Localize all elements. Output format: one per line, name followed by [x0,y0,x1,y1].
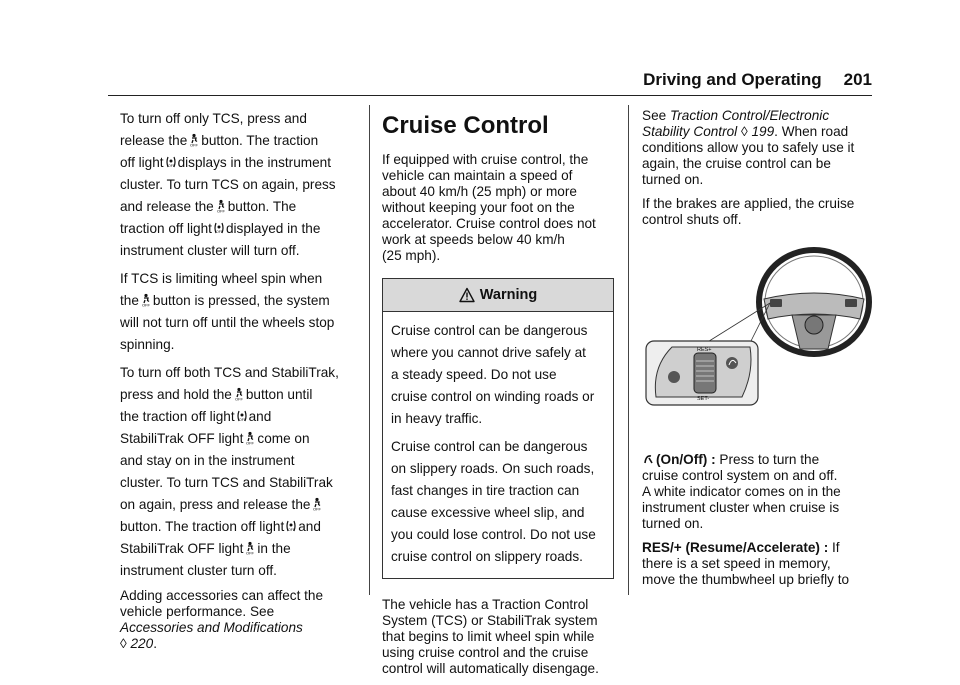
warning-paragraph-2: Cruise control can be dangerous on slippery roads. On such roads, fast changes in tire traction can cause excessive wheel slip, and you could lose control. Do not use cruise control on slippery roads. [391,439,596,564]
warning-box [382,278,614,579]
tcs-button-icon [141,293,151,307]
paragraph-tcs-cruise: The vehicle has a Traction Control System (TCS) or StabiliTrak system that begins to limit wheel spin while using cruise control and the cruise control will automatically disengage. [382,597,599,676]
warning-title: Warning [479,287,538,303]
onoff-label: (On/Off) : [656,452,716,467]
svg-text:OFF: OFF [288,528,296,532]
traction-off-light-icon [286,519,296,533]
paragraph-brakes: If the brakes are applied, the cruise control shuts off. [642,196,855,227]
svg-text:OFF: OFF [234,396,243,401]
page-ref-220[interactable]: 220 [130,636,154,651]
resume-label: RES/+ (Resume/Accelerate) : [642,540,829,555]
stabilitrak-off-light-icon [245,541,255,555]
paragraph-onoff: (On/Off) : Press to turn the cruise control system on and off. A white indicator comes on in the instrument cluster when cruise is turned on. [642,452,841,531]
tcs-button-icon [234,387,244,401]
cruise-control-icon [644,452,654,466]
svg-text:OFF: OFF [246,550,255,555]
tcs-button-icon [216,199,226,213]
reference-accessories[interactable]: Accessories and Modifications [120,620,303,635]
warning-header [383,279,613,312]
cruise-onoff-button-icon [726,357,738,369]
cancel-button-icon [668,371,680,383]
traction-off-light-icon [214,221,224,235]
column-2 [382,108,614,685]
paragraph-tcs-off: To turn off only TCS, press and release the OFF button. The traction off light OFF displays in the instrument cluster. To turn TCS on again, press and release the OFF button. The traction off light OFF displayed in the instrument cluster will turn off. [120,111,336,258]
paragraph-see-traction: See Traction Control/Electronic Stability Control ◊ 199. When road conditions allow you to safely use it again, the cruise control can be turned on. [642,108,855,187]
tcs-button-icon [189,133,199,147]
tcs-button-icon [312,497,322,511]
steering-wheel-illustration [759,250,869,354]
svg-text:OFF: OFF [190,142,199,147]
header-rule [108,95,872,96]
warning-triangle-icon [459,287,475,303]
svg-text:OFF: OFF [141,302,150,307]
page-header [643,70,872,90]
steering-wheel-figure [642,247,874,407]
svg-text:OFF: OFF [313,506,322,511]
page-ref-arrow-icon: ◊ [740,124,748,139]
paragraph-accessories: Adding accessories can affect the vehicle performance. See Accessories and Modifications ◊ 220. [120,588,324,651]
svg-text:OFF: OFF [246,440,255,445]
section-heading: Cruise Control [382,112,549,139]
column-1 [120,108,362,660]
reference-stability-control[interactable]: Stability Control [642,124,738,139]
column-divider-2 [628,105,629,595]
page-ref-arrow-icon: ◊ [120,636,127,651]
svg-text:OFF: OFF [167,164,175,168]
svg-text:OFF: OFF [216,208,225,213]
svg-text:OFF: OFF [238,418,246,422]
reference-traction-control[interactable]: Traction Control/Electronic [669,108,830,123]
paragraph-tcs-limiting: If TCS is limiting wheel spin when the OFF button is pressed, the system will not turn off until the wheels stop spinning. [120,271,335,352]
column-3 [642,108,876,236]
paragraph-stabilitrak: To turn off both TCS and StabiliTrak, press and hold the OFF button until the traction off light OFF and StabiliTrak OFF light OFF come on and stay on in the instrument cluster. To turn TCS and StabiliTrak on again, press and release the OFF button. The traction off light OFF and StabiliTrak OFF light OFF in the instrument cluster turn off. [120,365,339,578]
page-ref-199[interactable]: 199 [751,124,775,139]
warning-paragraph-1: Cruise control can be dangerous where you cannot drive safely at a steady speed. Do not use cruise control on winding roads or in heavy traffic. [391,323,595,426]
warning-body [383,312,613,578]
stabilitrak-off-light-icon [245,431,255,445]
page-number: 201 [843,70,872,89]
column-3-lower [642,452,876,596]
set-label: SET- [697,396,710,402]
section-title: Driving and Operating [643,70,822,89]
paragraph-intro: If equipped with cruise control, the vehicle can maintain a speed of about 40 km/h (25 mph) or more without keeping your foot on the accelerator. Cruise control does not work at speeds below 40 km/h (25 mph). [382,152,596,263]
svg-text:OFF: OFF [215,230,223,234]
traction-off-light-icon [166,155,176,169]
paragraph-resume: RES/+ (Resume/Accelerate) : If there is a set speed in memory, move the thumbwheel up briefly to [642,540,850,587]
column-divider-1 [369,105,370,595]
cruise-control-inset [646,341,758,405]
res-label: RES+ [697,347,712,353]
traction-off-light-icon [237,409,247,423]
thumbwheel-icon [694,353,716,393]
